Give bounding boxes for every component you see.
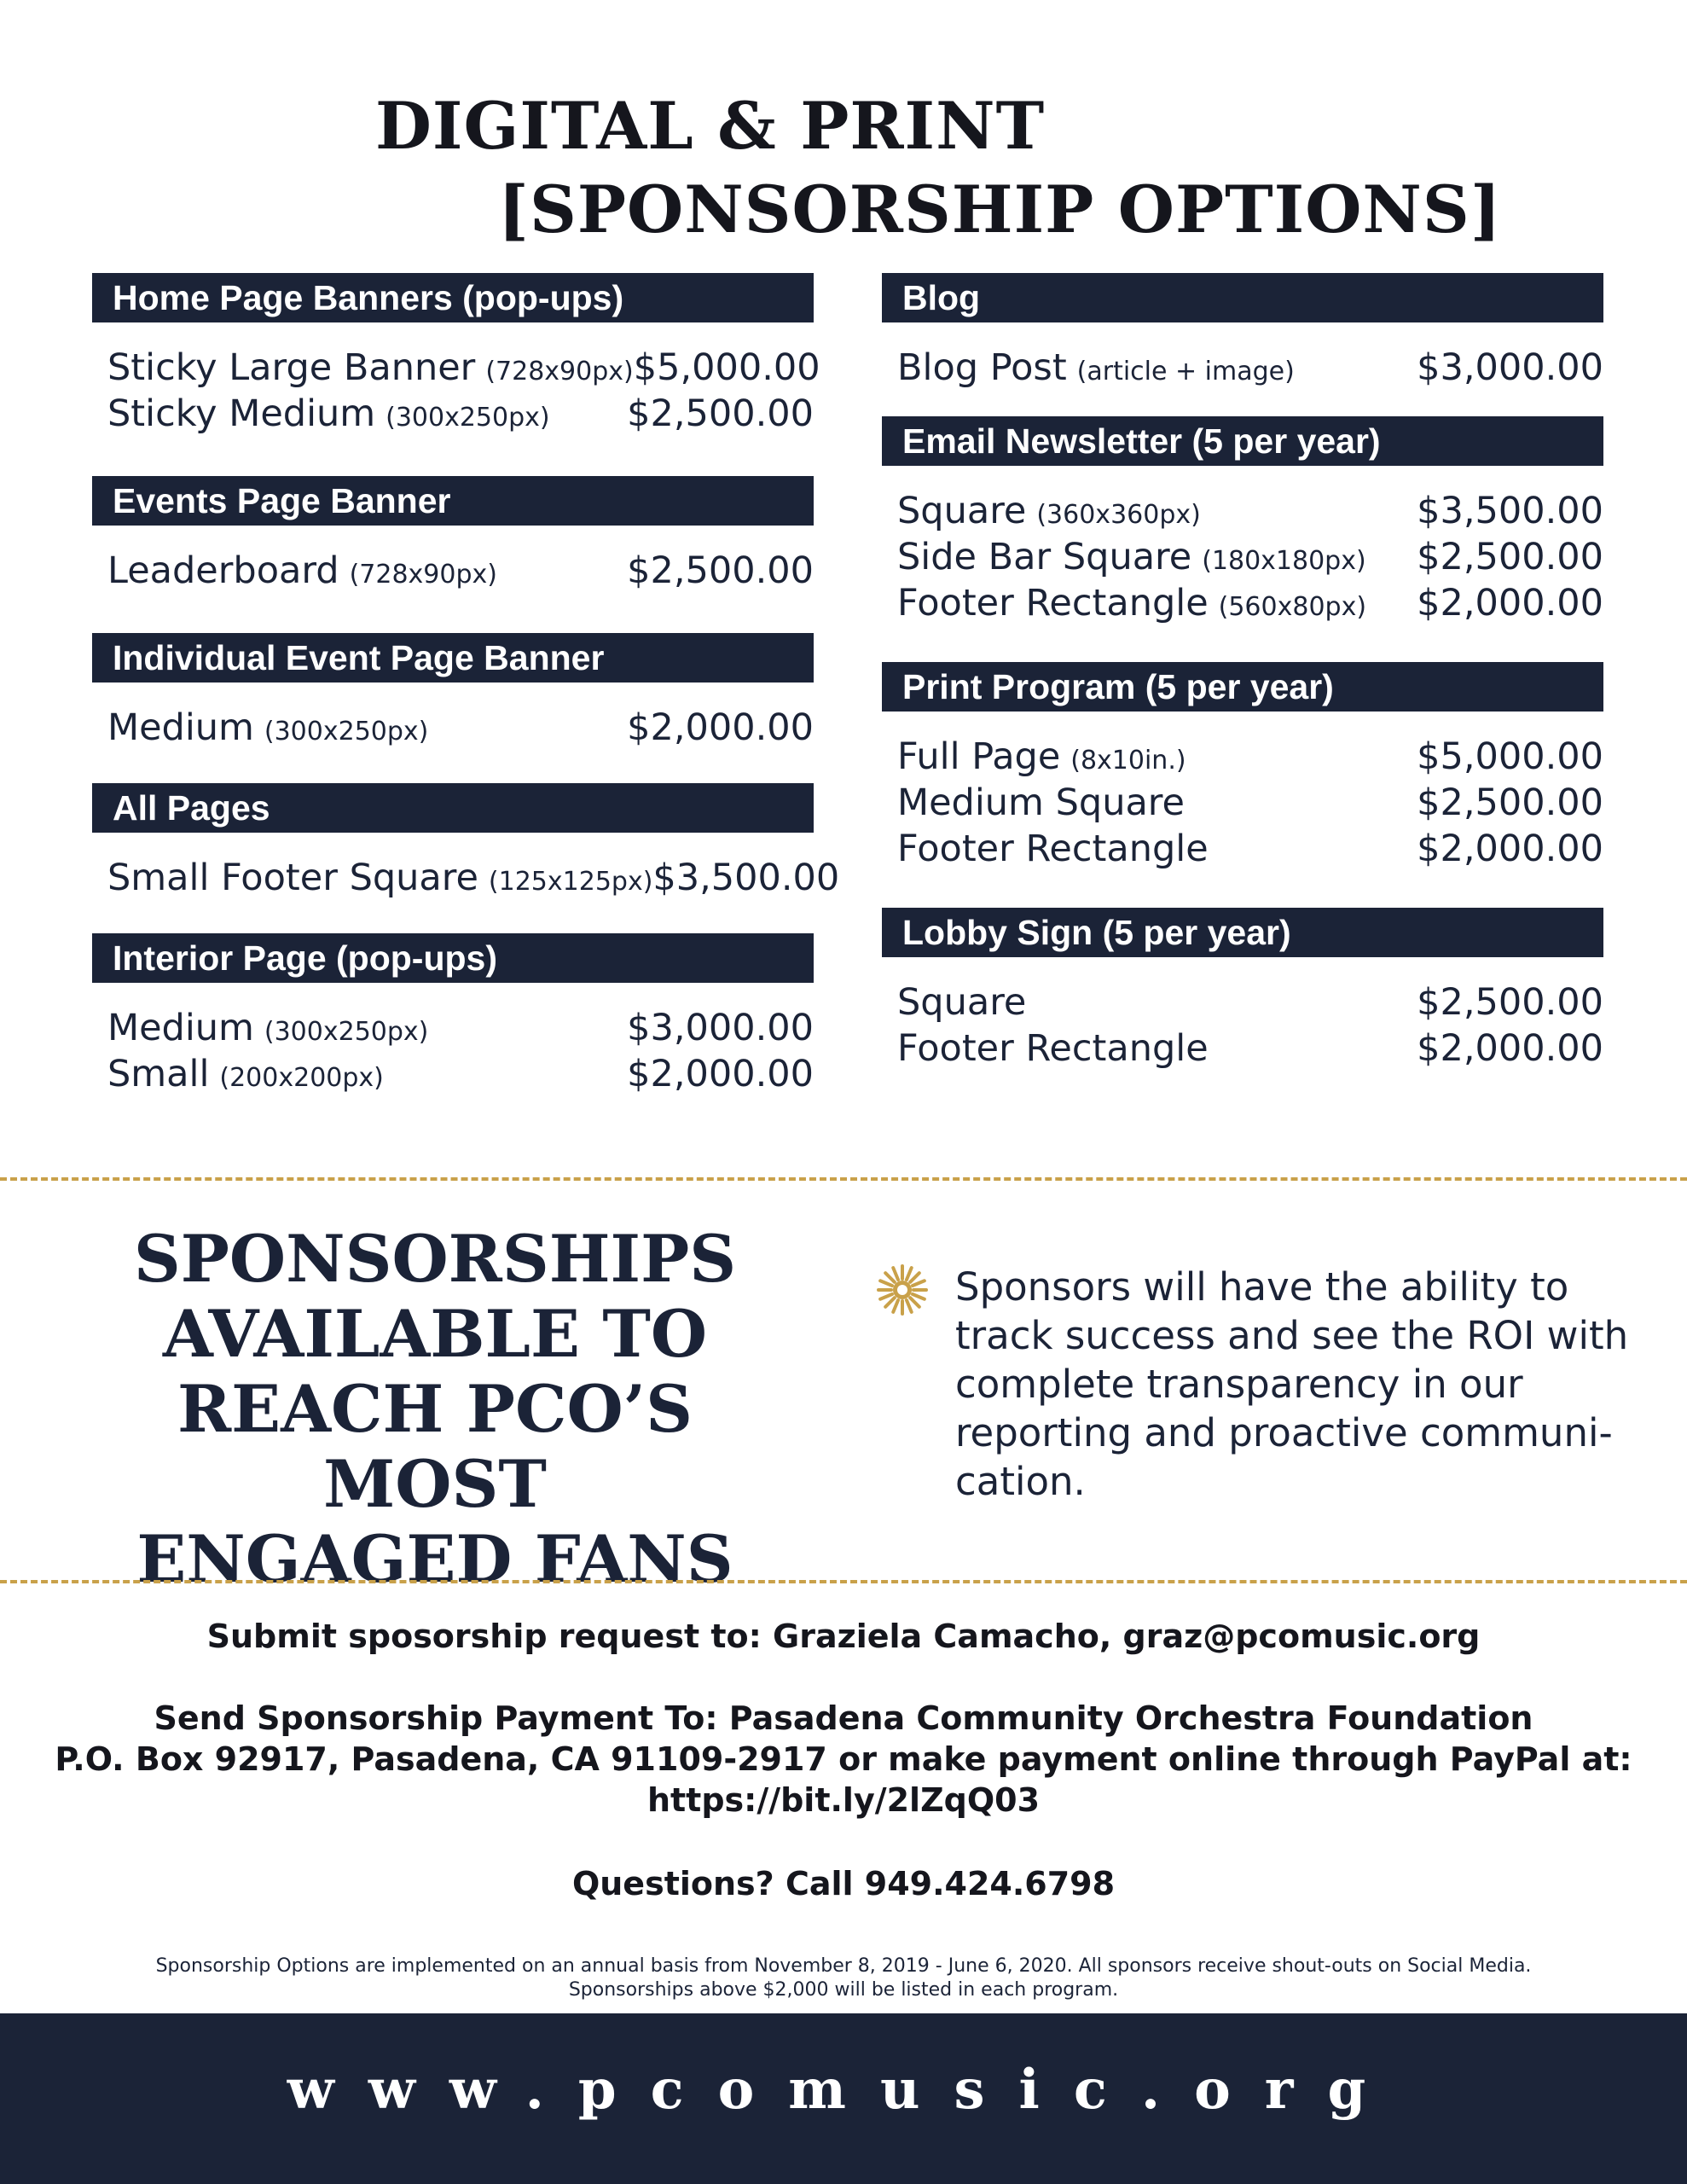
- option-dimensions: (728x90px): [485, 357, 634, 386]
- option-price: $5,000.00: [633, 346, 820, 389]
- option-name: Sticky Large Banner: [107, 346, 476, 389]
- option-price: $2,500.00: [627, 549, 814, 592]
- section-header: Home Page Banners (pop-ups): [92, 273, 814, 322]
- option-label: [107, 706, 428, 749]
- fine-print-line-1: Sponsorship Options are implemented on an annual basis from November 8, 2019 - June 6, 2020. All sponsors receive shout-outs on Social Media.: [155, 1955, 1532, 1977]
- option-label: [897, 781, 1185, 824]
- option-row: [897, 536, 1603, 582]
- title-line-2: [SPONSORSHIP OPTIONS]: [498, 171, 1502, 247]
- sponsorship-section: [882, 908, 1603, 1073]
- title-line-1: DIGITAL & PRINT: [375, 88, 1046, 164]
- questions-phone: Questions? Call 949.424.6798: [571, 1865, 1116, 1902]
- option-name: Square: [897, 981, 1027, 1024]
- option-dimensions: (8x10in.): [1070, 746, 1186, 775]
- option-price: $2,500.00: [627, 392, 814, 435]
- option-price: $2,000.00: [1417, 1027, 1603, 1070]
- right-column: [882, 273, 1603, 1073]
- option-price: $2,000.00: [627, 1053, 814, 1095]
- option-dimensions: (300x250px): [386, 403, 550, 433]
- headline-line: REACH PCO’S MOST: [177, 1371, 693, 1522]
- roi-line: reporting and proactive communi-: [955, 1410, 1613, 1455]
- option-name: Footer Rectangle: [897, 1027, 1209, 1070]
- section-items: [882, 957, 1603, 1073]
- option-label: [107, 1053, 384, 1095]
- option-row: [107, 857, 840, 903]
- section-items: [92, 526, 814, 595]
- section-header: Interior Page (pop-ups): [92, 933, 814, 983]
- option-dimensions: (560x80px): [1218, 592, 1367, 622]
- divider-bottom: [0, 1580, 1687, 1583]
- section-items: [92, 833, 840, 903]
- section-items: [882, 712, 1603, 874]
- option-name: Sticky Medium: [107, 392, 376, 435]
- option-label: [897, 981, 1026, 1024]
- section-items: [92, 983, 814, 1099]
- fine-print-line-2: Sponsorships above $2,000 will be listed in each program.: [568, 1979, 1119, 2001]
- option-label: [897, 490, 1201, 532]
- option-row: [107, 706, 814, 752]
- option-dimensions: (300x250px): [264, 717, 429, 746]
- option-name: Full Page: [897, 735, 1061, 778]
- option-row: [107, 1053, 814, 1099]
- option-price: $3,500.00: [1417, 490, 1603, 532]
- option-price: $2,000.00: [1417, 582, 1603, 624]
- option-row: [107, 549, 814, 595]
- section-items: [882, 466, 1603, 628]
- sponsorship-section: [92, 933, 814, 1099]
- option-label: [897, 582, 1366, 624]
- option-row: [897, 1027, 1603, 1073]
- headline-line: SPONSORSHIPS: [133, 1221, 737, 1297]
- option-row: [107, 392, 814, 439]
- payment-text-line-2: P.O. Box 92917, Pasadena, CA 91109-2917 or make payment online through PayPal at:: [55, 1740, 1632, 1778]
- option-name: Blog Post: [897, 346, 1067, 389]
- sponsorship-headline: [85, 1222, 785, 1597]
- section-header: Individual Event Page Banner: [92, 633, 814, 682]
- option-price: $3,500.00: [652, 857, 840, 899]
- divider-top: [0, 1177, 1687, 1181]
- option-name: Small Footer Square: [107, 857, 478, 899]
- option-price: $3,000.00: [1417, 346, 1603, 389]
- option-row: [897, 582, 1603, 628]
- option-name: Small: [107, 1053, 210, 1095]
- option-name: Footer Rectangle: [897, 828, 1209, 870]
- option-price: $2,500.00: [1417, 981, 1603, 1024]
- option-dimensions: (article + image): [1076, 357, 1295, 386]
- section-items: [92, 322, 820, 439]
- option-name: Square: [897, 490, 1027, 532]
- option-dimensions: (300x250px): [264, 1017, 429, 1047]
- option-price: $2,500.00: [1417, 536, 1603, 578]
- option-label: [107, 392, 550, 435]
- left-column: [92, 273, 840, 1099]
- option-name: Footer Rectangle: [897, 582, 1209, 624]
- roi-line: Sponsors will have the ability to: [955, 1264, 1569, 1310]
- section-header: Print Program (5 per year): [882, 662, 1603, 712]
- option-label: [897, 828, 1209, 870]
- section-header: Events Page Banner: [92, 476, 814, 526]
- option-row: [897, 781, 1603, 828]
- roi-line: track success and see the ROI with: [955, 1313, 1629, 1358]
- option-name: Medium: [107, 1007, 254, 1049]
- section-header: Blog: [882, 273, 1603, 322]
- option-name: Medium Square: [897, 781, 1185, 824]
- option-row: [897, 735, 1603, 781]
- option-row: [897, 346, 1603, 392]
- option-label: [107, 346, 634, 389]
- payment-text-line-1: Send Sponsorship Payment To: Pasadena Community Orchestra Foundation: [154, 1699, 1533, 1737]
- sponsorship-section: [92, 633, 814, 752]
- sponsorship-section: [882, 273, 1603, 392]
- option-dimensions: (125x125px): [488, 867, 653, 897]
- option-row: [897, 981, 1603, 1027]
- sponsorship-section: [92, 783, 840, 903]
- section-header: Lobby Sign (5 per year): [882, 908, 1603, 957]
- submit-request-text: Submit sposorship request to: Graziela Camacho, graz@pcomusic.org: [206, 1618, 1481, 1655]
- option-dimensions: (360x360px): [1036, 500, 1201, 530]
- sponsorship-section: [92, 273, 820, 439]
- option-dimensions: (180x180px): [1202, 546, 1366, 576]
- sponsorship-section: [882, 416, 1603, 628]
- option-price: $2,500.00: [1417, 781, 1603, 824]
- option-name: Side Bar Square: [897, 536, 1192, 578]
- headline-line: ENGAGED FANS: [136, 1521, 733, 1597]
- option-row: [897, 490, 1603, 536]
- option-dimensions: (200x200px): [219, 1063, 384, 1093]
- option-price: $2,000.00: [627, 706, 814, 749]
- option-label: [107, 549, 497, 592]
- option-label: [107, 857, 652, 899]
- roi-line: cation.: [955, 1459, 1086, 1504]
- option-name: Leaderboard: [107, 549, 339, 592]
- option-label: [897, 346, 1295, 389]
- option-label: [107, 1007, 428, 1049]
- roi-line: complete transparency in our: [955, 1362, 1523, 1407]
- option-name: Medium: [107, 706, 254, 749]
- sun-icon: [877, 1264, 928, 1316]
- sponsorship-section: [92, 476, 814, 595]
- option-row: [897, 828, 1603, 874]
- section-header: All Pages: [92, 783, 814, 833]
- website-url[interactable]: www.pcomusic.org: [287, 2058, 1400, 2122]
- sponsorship-section: [882, 662, 1603, 874]
- section-header: Email Newsletter (5 per year): [882, 416, 1603, 466]
- option-price: $2,000.00: [1417, 828, 1603, 870]
- paypal-link[interactable]: https://bit.ly/2lZqQ03: [646, 1781, 1041, 1819]
- section-items: [882, 322, 1603, 392]
- option-label: [897, 1027, 1209, 1070]
- option-price: $5,000.00: [1417, 735, 1603, 778]
- section-items: [92, 682, 814, 752]
- roi-paragraph: [955, 1263, 1629, 1506]
- option-label: [897, 735, 1186, 778]
- option-row: [107, 1007, 814, 1053]
- option-row: [107, 346, 820, 392]
- headline-line: AVAILABLE TO: [162, 1296, 708, 1372]
- option-dimensions: (728x90px): [349, 560, 497, 590]
- option-price: $3,000.00: [627, 1007, 814, 1049]
- option-label: [897, 536, 1366, 578]
